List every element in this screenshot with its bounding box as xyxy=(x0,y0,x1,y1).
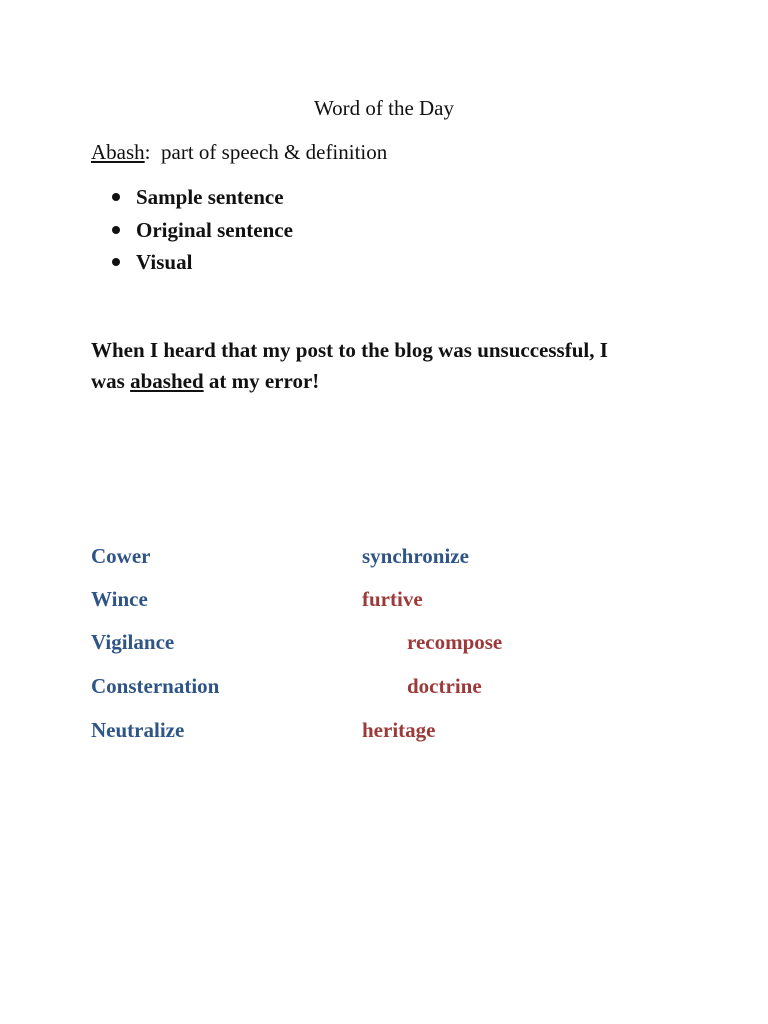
vocab-word-furtive: furtive xyxy=(362,587,423,611)
vocab-word-doctrine: doctrine xyxy=(407,674,482,698)
vocab-word-vigilance: Vigilance xyxy=(91,630,175,654)
definition-prompt: : part of speech & definition xyxy=(144,140,388,164)
underlined-word: abashed xyxy=(130,369,204,393)
bullet-icon xyxy=(112,258,120,266)
vocab-word-neutralize: Neutralize xyxy=(91,718,185,742)
list-item-label: Sample sentence xyxy=(136,185,284,209)
list-item xyxy=(112,181,293,214)
list-item-label: Original sentence xyxy=(136,217,293,242)
bullet-icon xyxy=(112,193,120,201)
word-definition-line xyxy=(91,138,387,166)
list-item xyxy=(112,246,293,279)
sample-sentence xyxy=(91,335,691,397)
vocab-word-cower: Cower xyxy=(91,544,151,568)
task-list xyxy=(112,181,293,279)
sentence-prefix: was xyxy=(91,369,131,393)
bullet-icon xyxy=(112,226,120,234)
vocab-word-consternation: Consternation xyxy=(91,674,220,698)
list-item-label: Visual xyxy=(136,250,193,274)
vocab-word-synchronize: synchronize xyxy=(362,544,469,568)
sentence-line-1: When I heard that my post to the blog was unsuccessful, I xyxy=(91,338,608,362)
sentence-suffix: at my error! xyxy=(203,369,320,393)
vocab-word-heritage: heritage xyxy=(362,718,436,742)
vocab-word-recompose: recompose xyxy=(407,630,503,654)
headword: Abash xyxy=(91,140,145,164)
list-item xyxy=(112,214,293,247)
vocab-word-wince: Wince xyxy=(91,587,148,611)
page-title: Word of the Day xyxy=(313,96,455,120)
